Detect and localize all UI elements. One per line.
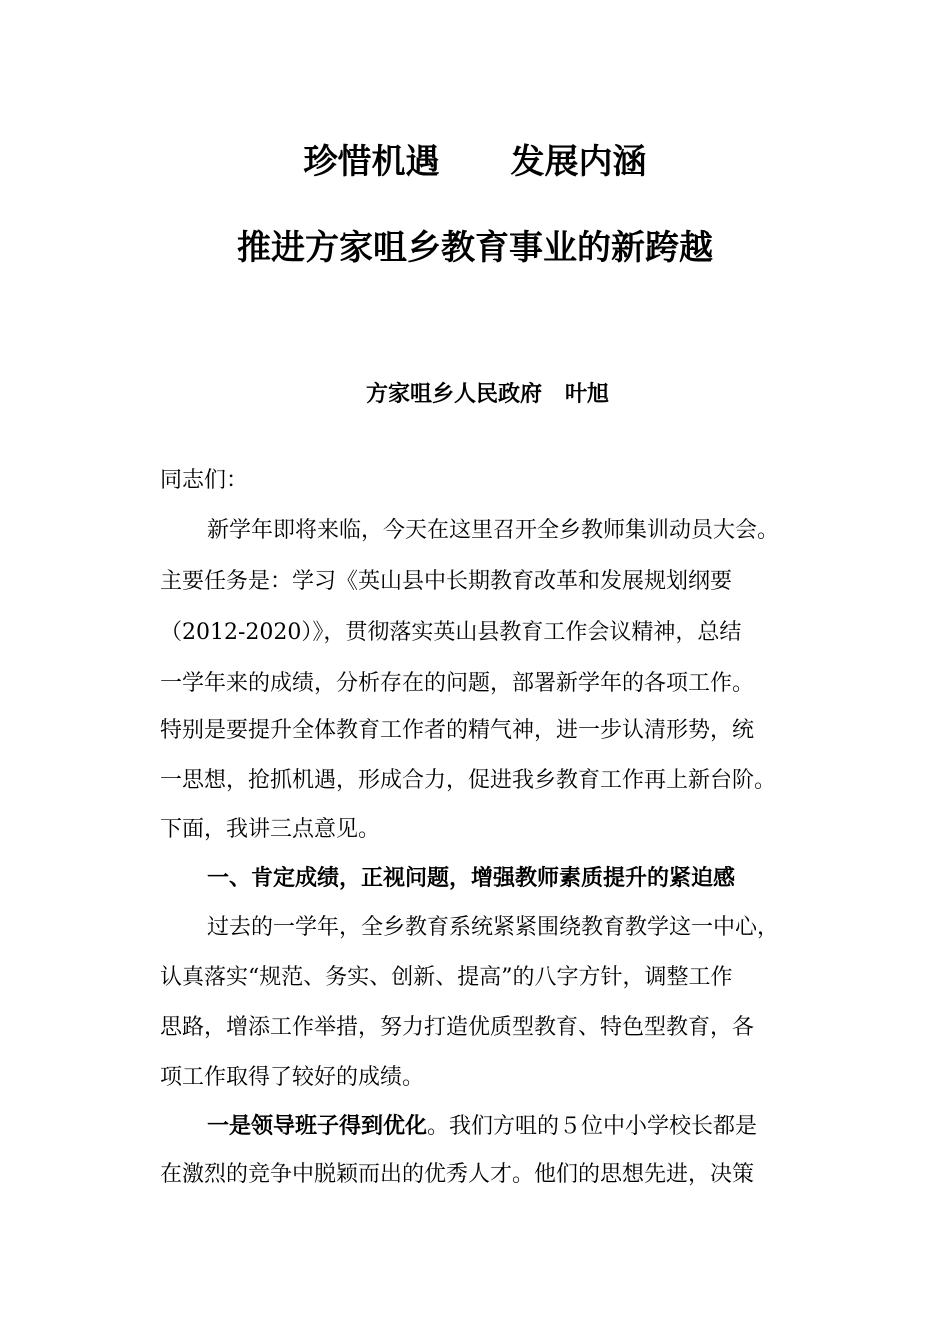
salutation: 同志们：: [160, 468, 249, 493]
document-title-line-2: 推进方家咀乡教育事业的新跨越: [237, 228, 713, 268]
paragraph-line: 过去的一学年，全乡教育系统紧紧围绕教育教学这一中心，: [207, 915, 780, 940]
paragraph-line: 思路，增添工作举措，努力打造优质型教育、特色型教育，各: [160, 1015, 755, 1040]
paragraph-line: 在激烈的竞争中脱颖而出的优秀人才。他们的思想先进，决策: [160, 1162, 755, 1187]
paragraph-line: 认真落实“规范、务实、创新、提高”的八字方针，调整工作: [160, 965, 733, 990]
section-heading: 一、肯定成绩，正视问题，增强教师素质提升的紧迫感: [207, 865, 736, 891]
paragraph-line: 下面，我讲三点意见。: [160, 817, 381, 842]
paragraph-line: 一思想，抢抓机遇，形成合力，促进我乡教育工作再上新台阶。: [160, 768, 777, 793]
paragraph-line: 一学年来的成绩，分析存在的问题，部署新学年的各项工作。: [160, 671, 755, 696]
paragraph-line: 主要任务是：学习《英山县中长期教育改革和发展规划纲要: [160, 569, 733, 594]
point-text: 。我们方咀的５位中小学校长都是: [427, 1114, 758, 1139]
paragraph-line: （2012-2020）》，贯彻落实英山县教育工作会议精神，总结: [160, 620, 742, 645]
paragraph-line: 项工作取得了较好的成绩。: [160, 1065, 425, 1090]
paragraph-line: 新学年即将来临，今天在这里召开全乡教师集训动员大会。: [207, 518, 780, 543]
document-title-line-1: 珍惜机遇 发展内涵: [303, 142, 647, 182]
point-heading: 一是领导班子得到优化: [207, 1113, 428, 1139]
document-author: 方家咀乡人民政府 叶旭: [366, 381, 609, 407]
paragraph-line: 特别是要提升全体教育工作者的精气神，进一步认清形势，统: [160, 718, 755, 743]
paragraph-line: [207, 1111, 757, 1142]
